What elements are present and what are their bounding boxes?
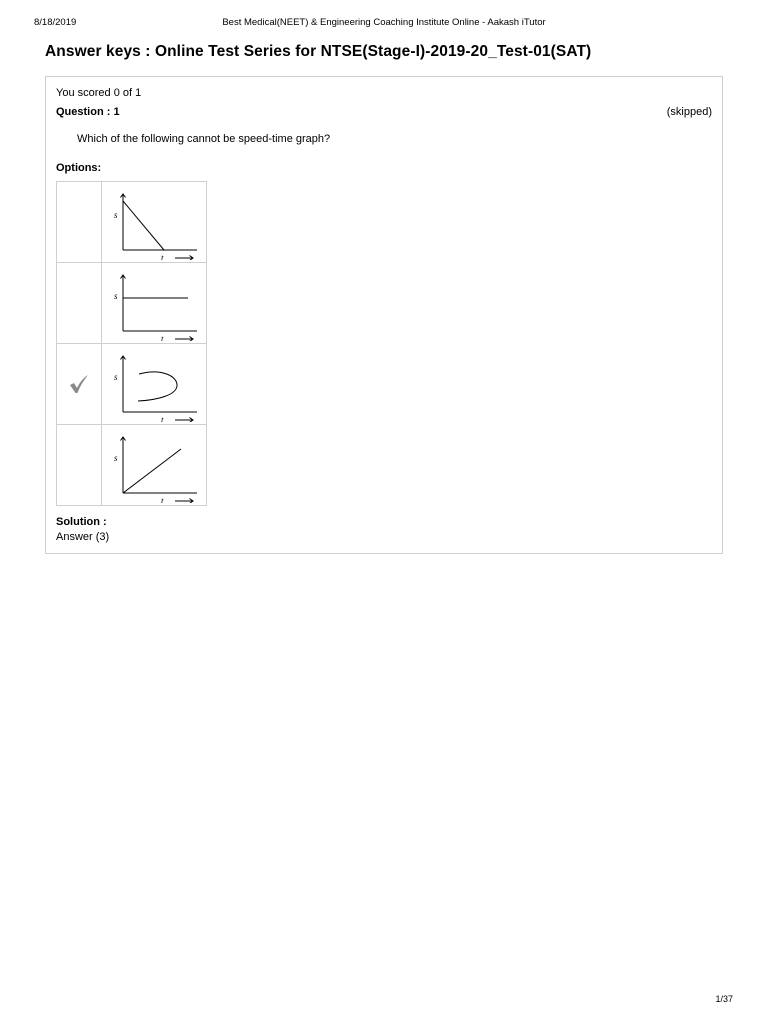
option-mark-cell [57, 344, 102, 424]
horizontal-line-graph [106, 266, 206, 341]
option-graph-1 [102, 182, 206, 262]
option-graph-4 [102, 425, 206, 505]
y-axis-label: s [114, 372, 118, 382]
option-row-4[interactable] [57, 424, 206, 505]
increasing-line-graph [106, 428, 206, 503]
question-status: (skipped) [666, 106, 712, 118]
option-graph-2 [102, 263, 206, 343]
print-header [0, 17, 768, 31]
curve-loop-graph [106, 347, 206, 422]
y-axis-label: s [114, 291, 118, 301]
checkmark-icon [68, 373, 90, 395]
options-label: Options: [56, 162, 102, 174]
option-mark-cell [57, 263, 102, 343]
option-row-2[interactable] [57, 262, 206, 343]
decreasing-line-graph [106, 185, 206, 260]
score-text: You scored 0 of 1 [56, 87, 142, 99]
x-axis-label: t [161, 415, 164, 422]
page-number: 1/37 [715, 994, 733, 1004]
y-axis-label: s [114, 453, 118, 463]
x-axis-label: t [161, 496, 164, 503]
print-title: Best Medical(NEET) & Engineering Coaching Institute Online - Aakash iTutor [222, 17, 546, 28]
x-axis-label: t [161, 334, 164, 341]
question-label: Question : 1 [56, 106, 120, 118]
x-axis-label: t [161, 253, 164, 260]
option-row-3[interactable] [57, 343, 206, 424]
print-date: 8/18/2019 [34, 17, 77, 28]
option-mark-cell [57, 182, 102, 262]
question-card [45, 76, 723, 554]
options-table [56, 181, 207, 506]
answer-text: Answer (3) [56, 531, 110, 543]
option-row-1[interactable] [57, 182, 206, 262]
question-text: Which of the following cannot be speed-time graph? [77, 133, 331, 145]
option-graph-3 [102, 344, 206, 424]
option-mark-cell [57, 425, 102, 505]
page-title: Answer keys : Online Test Series for NTSE(Stage-I)-2019-20_Test-01(SAT) [45, 43, 592, 60]
y-axis-label: s [114, 210, 118, 220]
solution-label: Solution : [56, 516, 107, 528]
